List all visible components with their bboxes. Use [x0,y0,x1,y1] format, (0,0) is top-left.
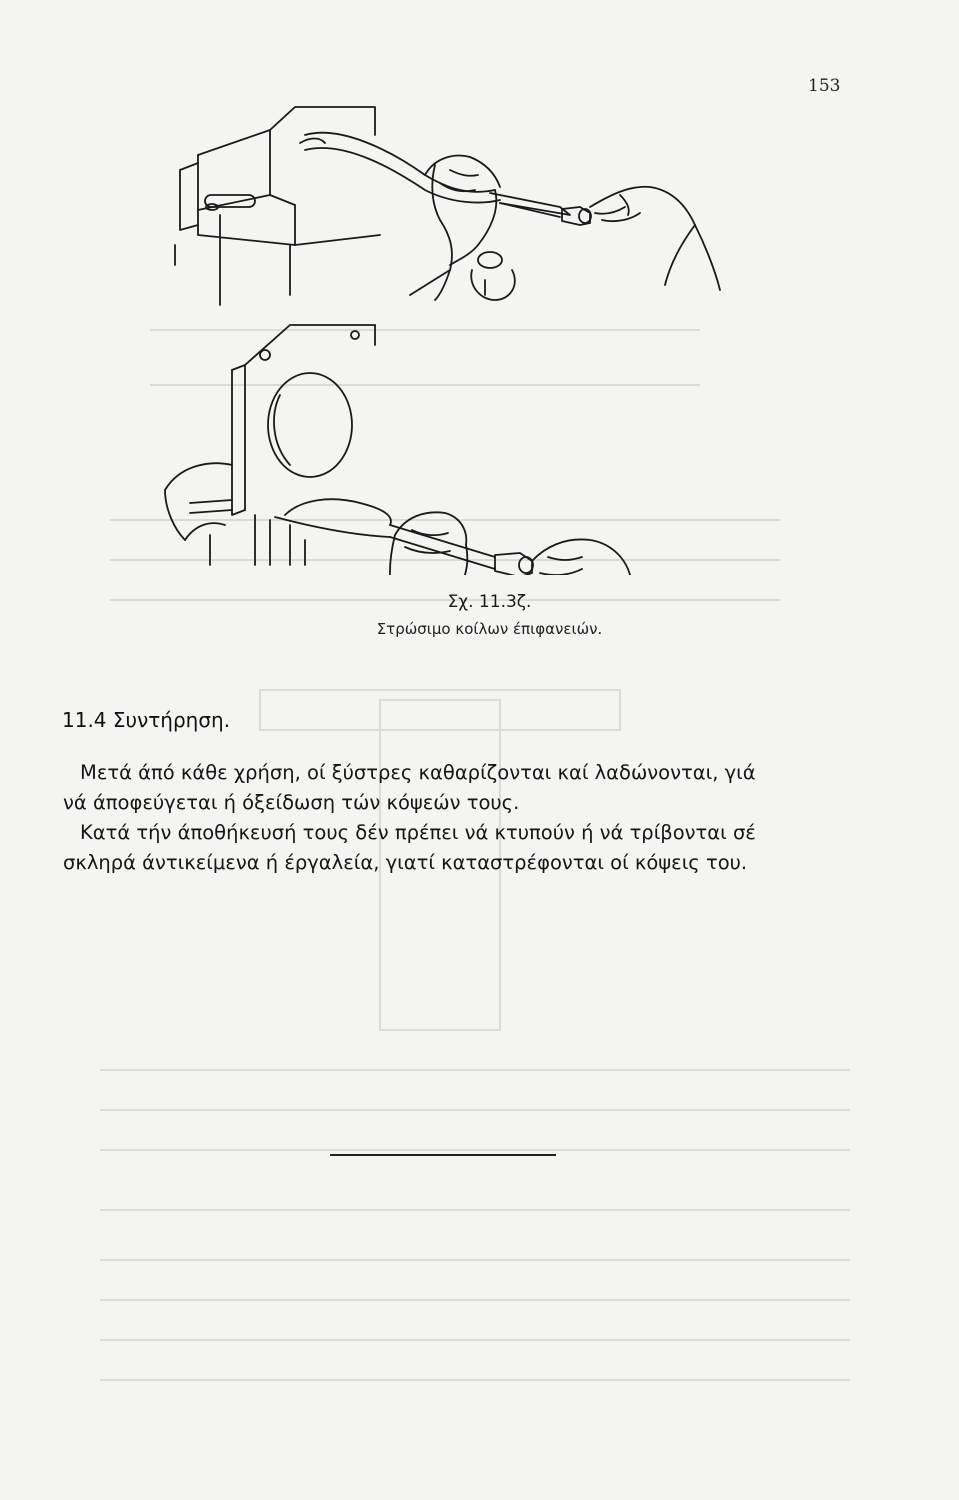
figure-number: Σχ. 11.3ζ. [447,592,532,612]
page-number: 153 [808,76,841,96]
section-body [63,758,870,878]
body-line: Μετά άπό κάθε χρήση, οί ξύστρες καθαρίζονται καί λαδώνονται, γιά [80,761,756,784]
body-line: νά άποφεύγεται ή όξείδωση τών κόψεών τους. [63,791,520,814]
section-divider [330,1154,556,1156]
lower-flange-drawing [165,325,650,575]
body-line: σκληρά άντικείμενα ή έργαλεία, γιατί καταστρέφονται οί κόψεις του. [63,851,748,874]
figure-caption: Στρώσιμο κοίλων έπιφανειών. [376,620,603,638]
upper-vice-drawing [175,107,720,305]
body-line: Κατά τήν άποθήκευσή τους δέν πρέπει νά κτυπούν ή νά τρίβονται σέ [80,821,756,844]
section-heading: 11.4 Συντήρηση. [62,708,231,732]
scraping-illustration [150,95,750,575]
